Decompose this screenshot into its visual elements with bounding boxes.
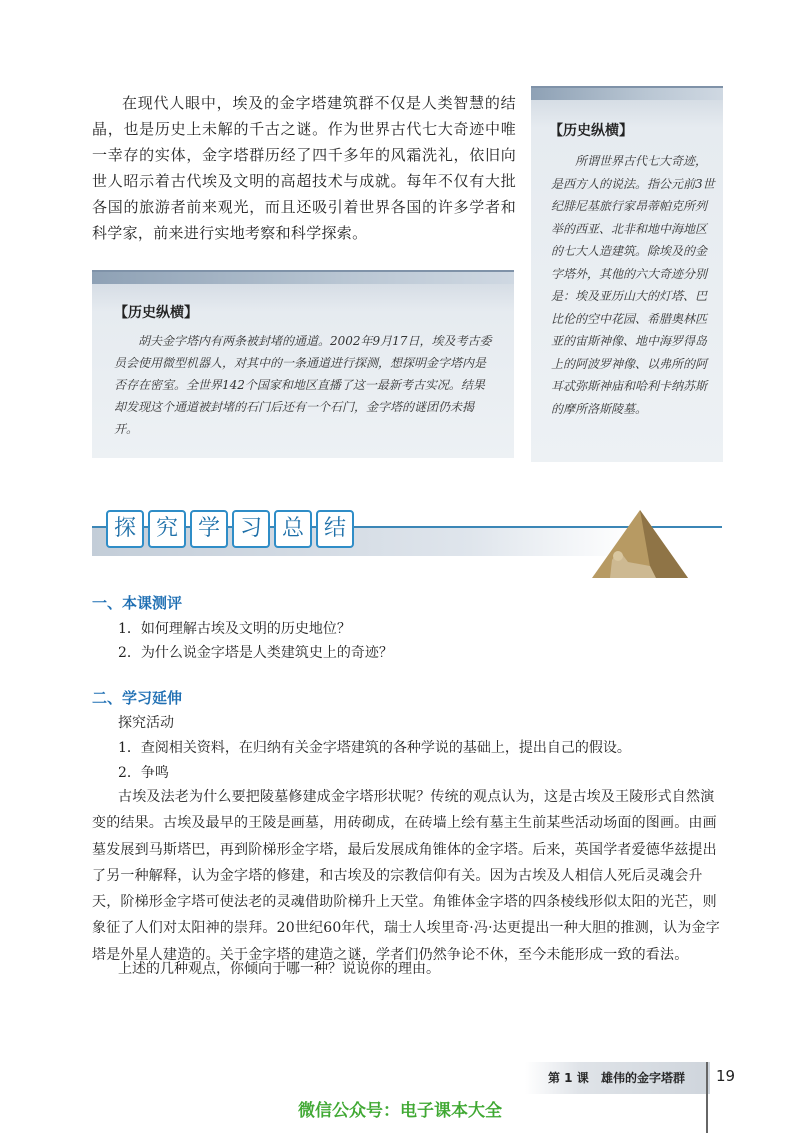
banner-char-tile: 习 — [232, 510, 270, 548]
list-item: 2．为什么说金字塔是人类建筑史上的奇迹？ — [118, 645, 393, 661]
question: 上述的几种观点，你倾向于哪一种？说说你的理由。 — [118, 961, 440, 977]
list-item: 1．如何理解古埃及文明的历史地位？ — [118, 621, 351, 637]
banner-char-tile: 总 — [274, 510, 312, 548]
list-item: 1．查阅相关资料，在归纳有关金字塔建筑的各种学说的基础上，提出自己的假设。 — [118, 740, 631, 756]
footer-lesson: 第 1 课 — [548, 1071, 589, 1085]
page-number: 19 — [716, 1067, 736, 1085]
pyramid-sphinx-illustration — [590, 508, 690, 580]
banner-char-tile: 结 — [316, 510, 354, 548]
box-text: 所谓世界古代七大奇迹，是西方人的说法。指公元前3世纪腓尼基旅行家昂蒂帕克所列举的西亚、北非和地中海地区的七大人造建筑。除埃及的金字塔外，其他的六大奇迹分别是：埃及亚历山大的灯塔、巴比伦的空中花园、希腊奥林匹亚的宙斯神像、地中海罗得岛上的阿波罗神像、以弗所的阿耳忒弥斯神庙和哈利卡纳苏斯的摩所洛斯陵墓。 — [551, 154, 715, 416]
history-note-box-sidebar — [531, 86, 723, 462]
box-text: 胡夫金字塔内有两条被封堵的通道。2002年9月17日，埃及考古委员会使用微型机器人，对其中的一条通道进行探测，想探明金字塔内是否存在密室。全世界142个国家和地区直播了这一最新考古实况。结果却发现这个通道被封堵的石门后还有一个石门，金字塔的谜团仍未揭开。 — [114, 334, 492, 436]
banner-char-tile: 学 — [190, 510, 228, 548]
watermark: 微信公众号：电子课本大全 — [298, 1101, 502, 1121]
main-paragraph: 在现代人眼中，埃及的金字塔建筑群不仅是人类智慧的结晶，也是历史上未解的千古之谜。作为世界古代七大奇迹中唯一幸存的实体，金字塔群历经了四千多年的风霜洗礼，依旧向世人昭示着古代埃及文明的高超技术与成就。每年不仅有大批各国的旅游者前来观光，而且还吸引着世界各国的许多学者和科学家，前来进行实地考察和科学探索。 — [92, 94, 516, 242]
footer-divider — [706, 1062, 708, 1133]
section-heading: 二、学习延伸 — [92, 689, 183, 707]
history-note-box-inline — [92, 270, 514, 458]
banner-char-tile: 究 — [148, 510, 186, 548]
box-title: 【历史纵横】 — [549, 123, 633, 139]
box-title: 【历史纵横】 — [114, 305, 198, 321]
debate-paragraph: 古埃及法老为什么要把陵墓修建成金字塔形状呢？传统的观点认为，这是古埃及王陵形式自然演变的结果。古埃及最早的王陵是画墓，用砖砌成，在砖墙上绘有墓主生前某些活动场面的图画。由画墓发展到马斯塔巴，再到阶梯形金字塔，最后发展成角锥体的金字塔。后来，英国学者爱德华兹提出了另一种解释，认为金字塔的修建，和古埃及的宗教信仰有关。因为古埃及人相信人死后灵魂会升天，阶梯形金字塔可使法老的灵魂借助阶梯升上天堂。角锥体金字塔的四条棱线形似太阳的光芒，则象征了人们对太阳神的崇拜。20世纪60年代，瑞士人埃里奇·冯·达更提出一种大胆的推测，认为金字塔是外星人建造的。关于金字塔的建造之谜，学者们仍然争论不休，至今未能形成一致的看法。 — [92, 789, 720, 963]
footer-title: 雄伟的金字塔群 — [601, 1071, 686, 1085]
box-header-bar — [92, 272, 514, 284]
box-header-bar — [531, 88, 723, 100]
list-item: 2．争鸣 — [118, 765, 169, 781]
banner-char-tile: 探 — [106, 510, 144, 548]
sub-heading: 探究活动 — [118, 715, 174, 731]
section-heading: 一、本课测评 — [92, 594, 183, 612]
